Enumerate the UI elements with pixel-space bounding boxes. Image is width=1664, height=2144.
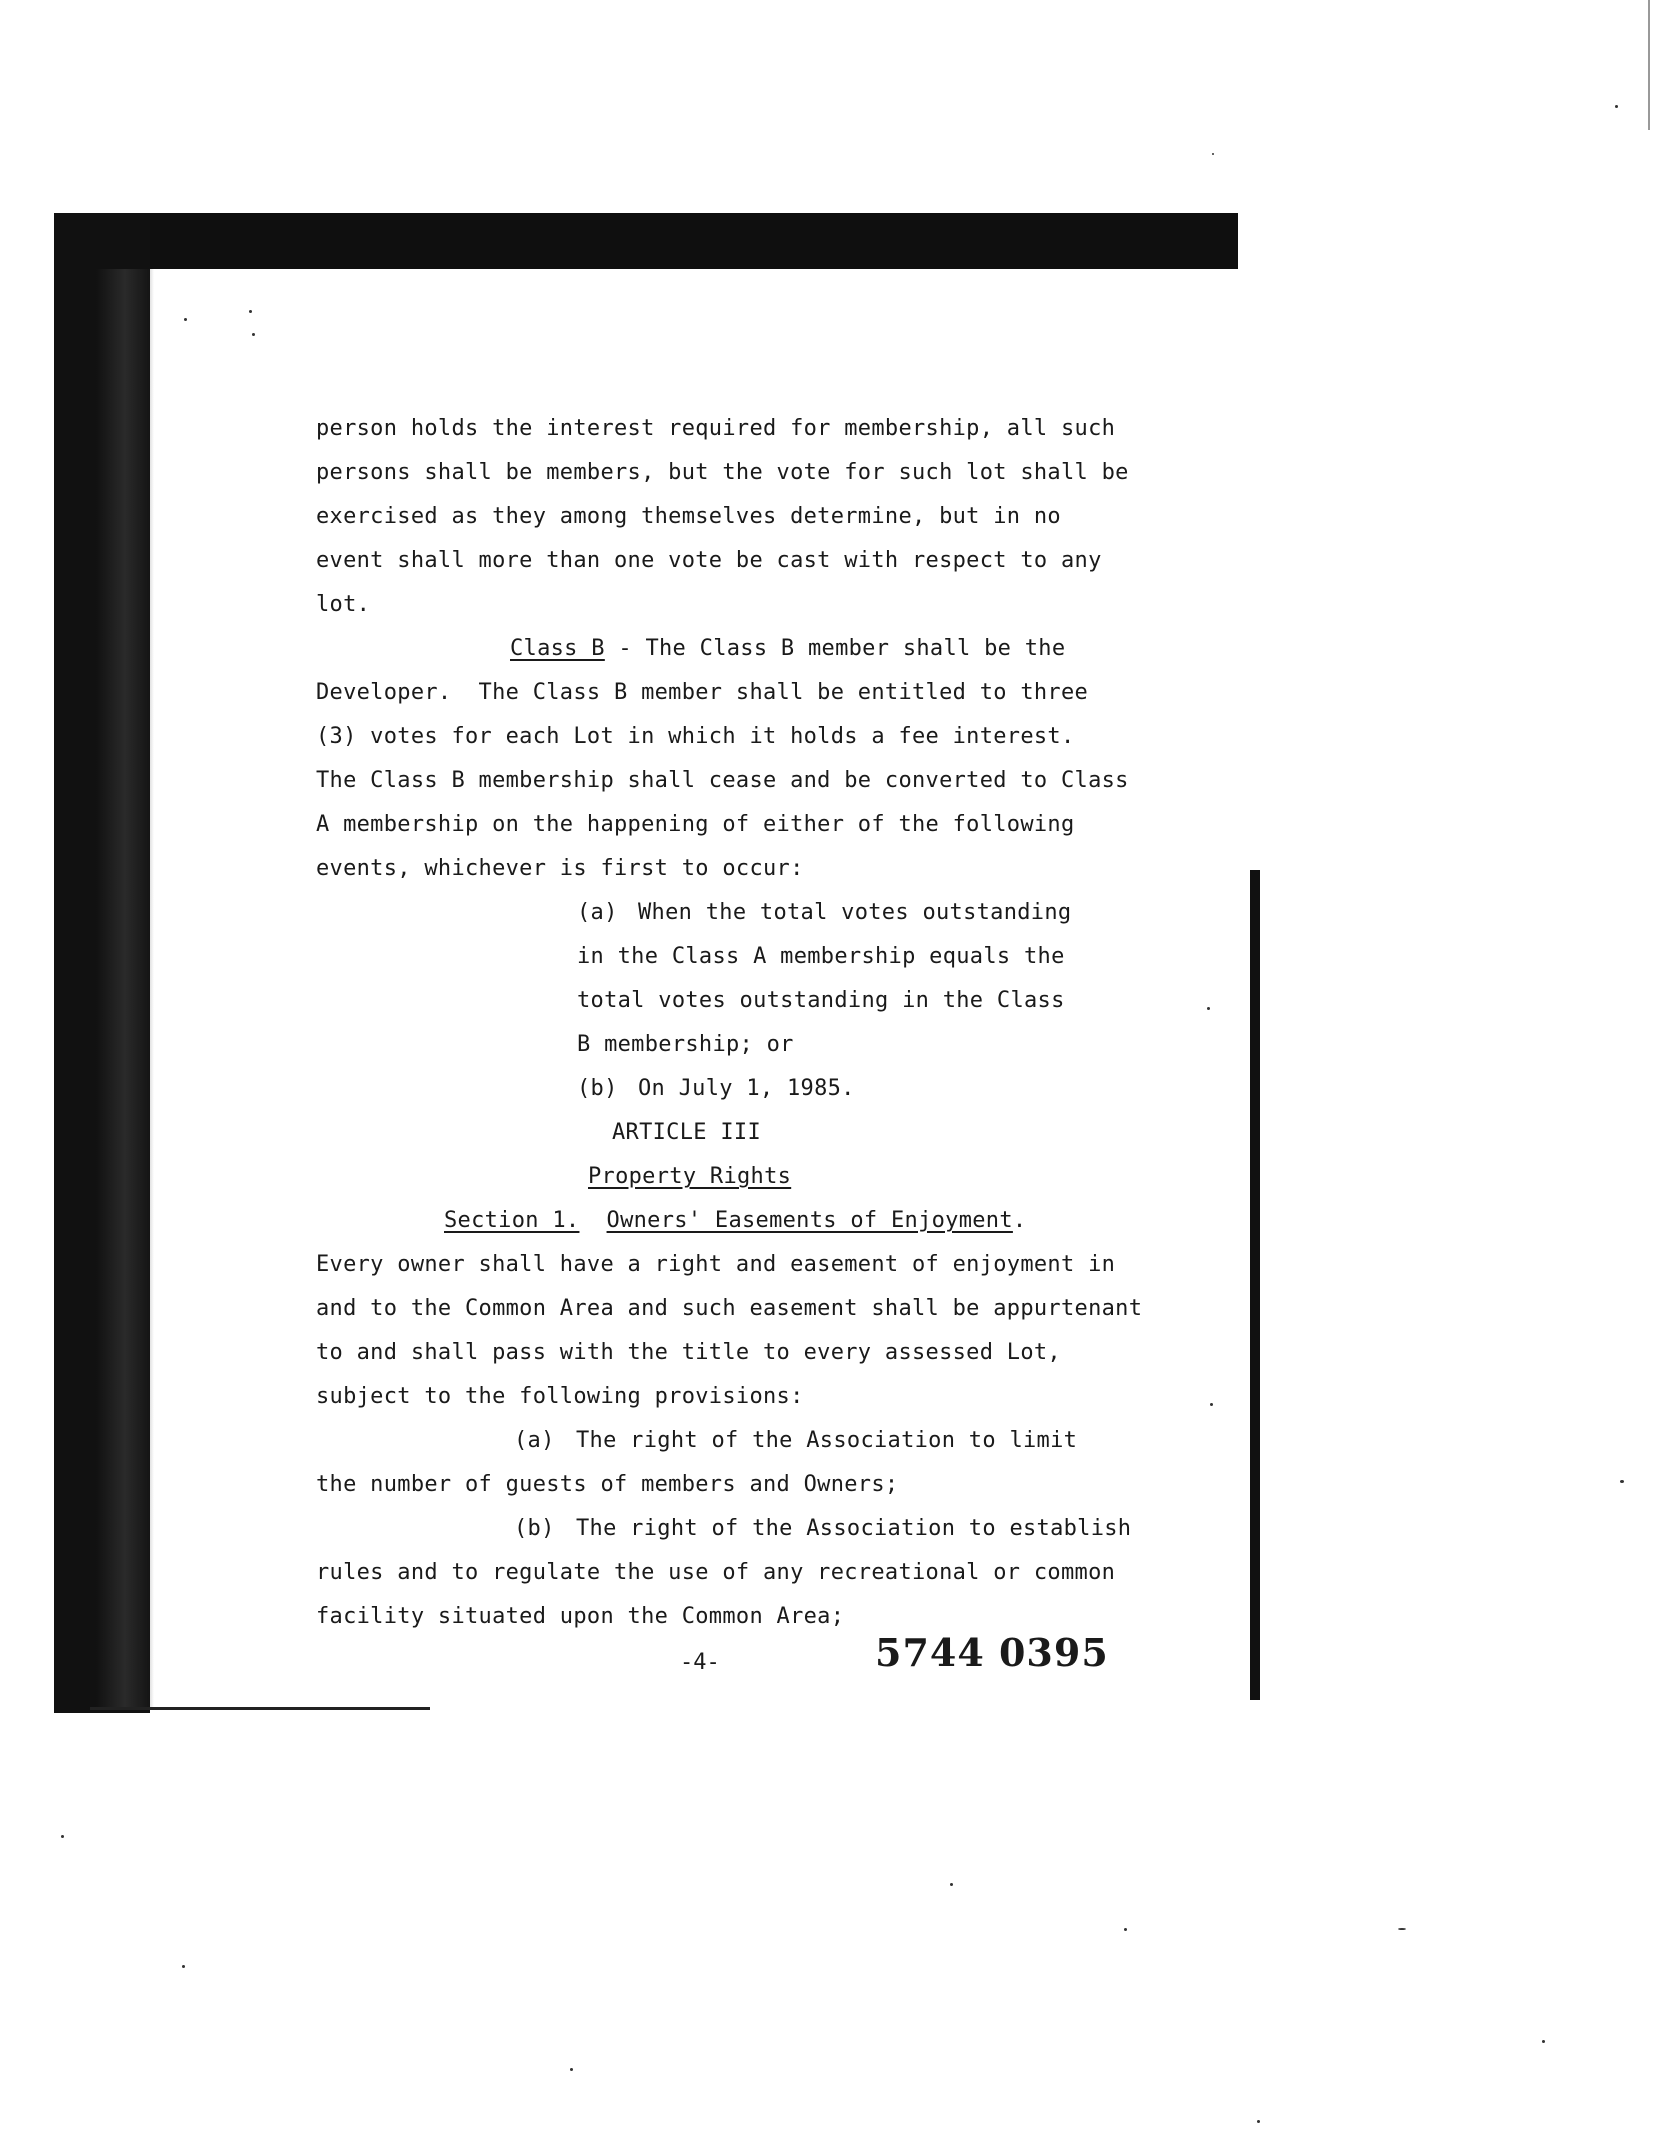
- text-line: The Class B membership shall cease and be converted to Class: [316, 768, 1129, 793]
- scan-speck: [1615, 105, 1618, 108]
- section-1-label: Section 1.: [444, 1208, 580, 1233]
- scan-speck: [249, 310, 252, 313]
- scan-speck: [1257, 2120, 1260, 2123]
- class-b-first-line: [510, 636, 1065, 661]
- class-b-heading: Class B: [510, 636, 605, 661]
- scan-speck: [1212, 153, 1214, 155]
- text-line: A membership on the happening of either of the following: [316, 812, 1075, 837]
- text-line: exercised as they among themselves determine, but in no: [316, 504, 1061, 529]
- text-line: to and shall pass with the title to every assessed Lot,: [316, 1340, 1061, 1365]
- scan-speck: [1210, 1403, 1213, 1406]
- scan-border-left-shadow: [96, 269, 154, 1709]
- scan-speck: [61, 1835, 64, 1838]
- article-title: Property Rights: [588, 1164, 792, 1189]
- scan-border-bottom: [90, 1707, 430, 1710]
- text-line: event shall more than one vote be cast with respect to any: [316, 548, 1102, 573]
- text-line: Developer. The Class B member shall be entitled to three: [316, 680, 1089, 705]
- class-b-first-line-text: - The Class B member shall be the: [604, 636, 1066, 661]
- text-line: The right of the Association to limit: [576, 1428, 1078, 1453]
- text-line: facility situated upon the Common Area;: [316, 1604, 845, 1629]
- scan-speck: [184, 318, 187, 321]
- text-line: person holds the interest required for membership, all such: [316, 416, 1116, 441]
- scan-speck: [1542, 2040, 1545, 2043]
- item-label: (a): [514, 1428, 555, 1453]
- text-line: events, whichever is first to occur:: [316, 856, 804, 881]
- text-line: On July 1, 1985.: [638, 1076, 855, 1101]
- scan-page-edge: [1648, 0, 1650, 130]
- text-line: persons shall be members, but the vote for such lot shall be: [316, 460, 1129, 485]
- text-line: When the total votes outstanding: [638, 900, 1072, 925]
- item-label: (b): [577, 1076, 618, 1101]
- item-label: (a): [577, 900, 618, 925]
- section-1-heading: [444, 1208, 1026, 1233]
- text-line: Every owner shall have a right and easement of enjoyment in: [316, 1252, 1116, 1277]
- section-1-title: Owners' Easements of Enjoyment: [606, 1208, 1013, 1233]
- scan-border-right: [1250, 870, 1260, 1700]
- item-label: (b): [514, 1516, 555, 1541]
- text-line: total votes outstanding in the Class: [577, 988, 1065, 1013]
- scan-speck: [950, 1883, 953, 1886]
- scan-speck: [1398, 1928, 1406, 1930]
- scan-speck: [182, 1965, 185, 1968]
- text-line: (3) votes for each Lot in which it holds a fee interest.: [316, 724, 1075, 749]
- scan-speck: [1207, 1007, 1210, 1010]
- text-line: in the Class A membership equals the: [577, 944, 1065, 969]
- page-number: -4-: [680, 1650, 720, 1675]
- text-line: B membership; or: [577, 1032, 794, 1057]
- scan-speck: [252, 333, 255, 336]
- text-line: The right of the Association to establish: [576, 1516, 1132, 1541]
- text-line: lot.: [316, 592, 371, 617]
- text-line: and to the Common Area and such easement shall be appurtenant: [316, 1296, 1143, 1321]
- text-line: subject to the following provisions:: [316, 1384, 804, 1409]
- document-stamp: 5744 0395: [875, 1630, 1109, 1675]
- text-line: the number of guests of members and Owners;: [316, 1472, 899, 1497]
- scan-speck: [1124, 1928, 1127, 1931]
- text-line: rules and to regulate the use of any recreational or common: [316, 1560, 1116, 1585]
- scan-border-top: [54, 213, 1238, 269]
- article-number: ARTICLE III: [612, 1120, 761, 1145]
- section-1-title-end: .: [1012, 1208, 1027, 1233]
- scan-speck: [1620, 1480, 1624, 1483]
- scan-speck: [570, 2068, 573, 2071]
